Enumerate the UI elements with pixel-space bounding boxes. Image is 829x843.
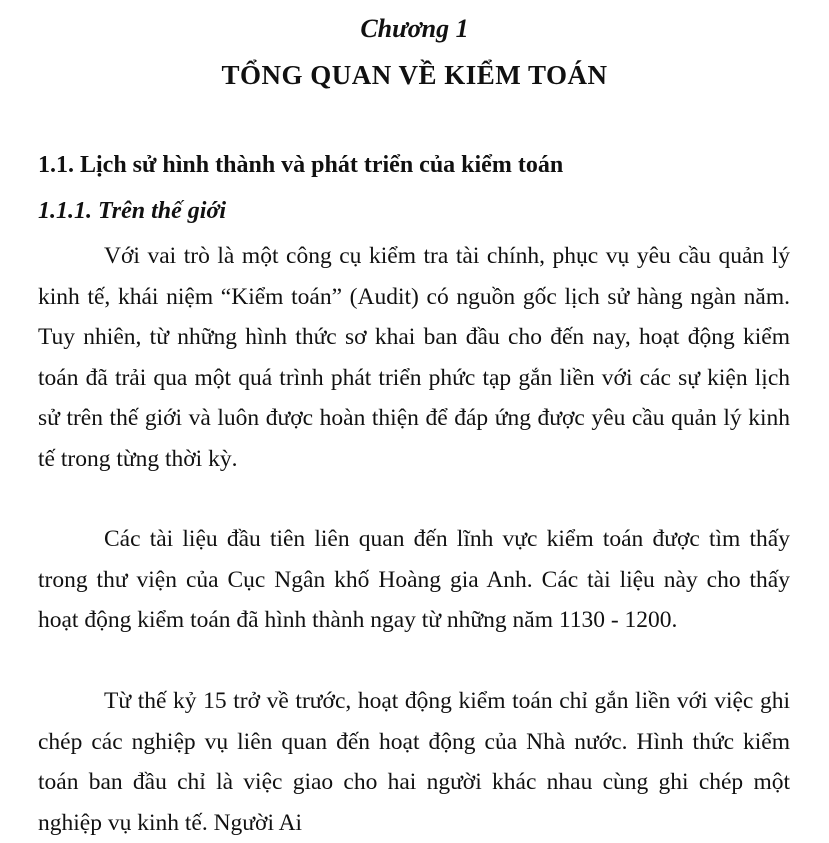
chapter-title: TỔNG QUAN VỀ KIỂM TOÁN [221, 60, 608, 90]
chapter-label: Chương 1 [360, 14, 469, 43]
paragraph: Với vai trò là một công cụ kiểm tra tài chính, phục vụ yêu cầu quản lý kinh tế, khái niệm “Kiểm toán” (Audit) có nguồn gốc lịch sử hàng ngàn năm. Tuy nhiên, từ những hình thức sơ khai ban đầu cho đến nay, hoạt động kiểm toán đã trải qua một quá trình phát triển phức tạp gắn liền với các sự kiện lịch sử trên thế giới và luôn được hoàn thiện để đáp ứng được yêu cầu quản lý kinh tế trong từng thời kỳ. [38, 243, 790, 472]
paragraph: Từ thế kỷ 15 trở về trước, hoạt động kiểm toán chỉ gắn liền với việc ghi chép các nghiệp vụ liên quan đến hoạt động của Nhà nước. Hình thức kiểm toán ban đầu chỉ là việc giao cho hai người khác nhau cùng ghi chép một nghiệp vụ kinh tế. Người Ai [38, 688, 790, 836]
paragraph: Các tài liệu đầu tiên liên quan đến lĩnh vực kiểm toán được tìm thấy trong thư viện của Cục Ngân khố Hoàng gia Anh. Các tài liệu này cho thấy hoạt động kiểm toán đã hình thành ngay từ những năm 1130 - 1200. [38, 526, 790, 633]
subsection-heading: 1.1.1. Trên thế giới [38, 198, 226, 224]
section-heading: 1.1. Lịch sử hình thành và phát triển của kiểm toán [38, 152, 564, 178]
